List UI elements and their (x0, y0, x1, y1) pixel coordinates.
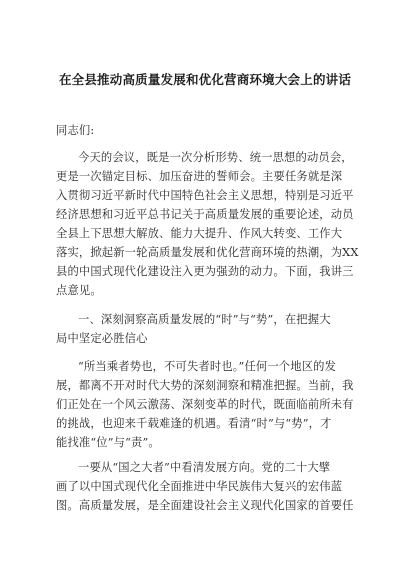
text-line: 的挑战，也迎来千载难逢的机遇。看清“时”与“势”，才 (56, 417, 332, 430)
text-line: 落实，掀起新一轮高质量发展和优化营商环境的热潮，为XX (56, 246, 359, 259)
text-line: 入贯彻习近平新时代中国特色社会主义思想，特别是习近平 (56, 189, 354, 202)
section-heading-1 (56, 310, 362, 348)
paragraph-direction (56, 458, 362, 515)
paragraph-opening (56, 148, 362, 300)
text-line: 们正处在一个风云激荡、深刻变革的时代，既面临前所未有 (56, 398, 354, 411)
text-line: 一要从“国之大者”中看清发展方向。党的二十大擘 (78, 461, 331, 474)
salutation: 同志们: (56, 124, 95, 137)
text-line: 能找准“位”与“责”。 (56, 436, 160, 449)
document-title: 在全县推动高质量发展和优化营商环境大会上的讲话 (58, 72, 352, 87)
paragraph-quote (56, 357, 362, 452)
text-line: 县的中国式现代化建设注入更为强劲的动力。下面，我讲三 (56, 265, 354, 278)
text-line: 画了以中国式现代化全面推进中华民族伟大复兴的宏伟蓝 (56, 480, 343, 493)
text-line: 点意见。 (56, 284, 102, 297)
text-line: 今天的会议，既是一次分析形势、统一思想的动员会， (78, 151, 353, 164)
text-line: 图。高质量发展，是全面建设社会主义现代化国家的首要任 (56, 499, 354, 512)
text-line: 更是一次锚定目标、加压奋进的誓师会。主要任务就是深 (56, 170, 343, 183)
text-line: “所当乘者势也，不可失者时也。”任何一个地区的发 (78, 360, 337, 373)
text-line: 展，都离不开对时代大势的深刻洞察和精准把握。当前，我 (56, 379, 354, 392)
heading-line: 局中坚定必胜信心 (56, 332, 148, 345)
text-line: 全县上下思想大解放、能力大提升、作风大转变、工作大 (56, 227, 343, 240)
heading-line: 一、深刻洞察高质量发展的“时”与“势”，在把握大 (78, 313, 331, 326)
text-line: 经济思想和习近平总书记关于高质量发展的重要论述，动员 (56, 208, 354, 221)
